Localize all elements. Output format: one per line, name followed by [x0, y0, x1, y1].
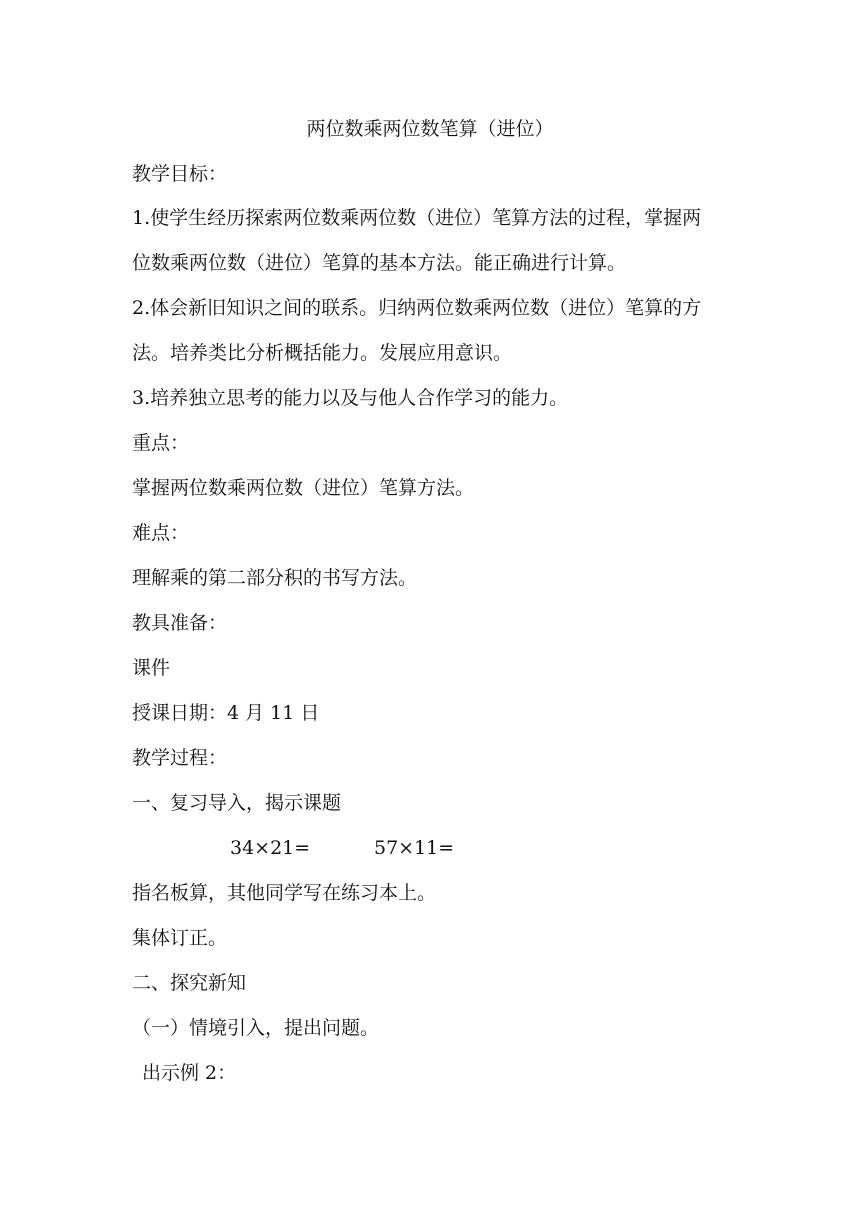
objective-2-line-2: 法。培养类比分析概括能力。发展应用意识。 [132, 342, 513, 364]
section-review: 一、复习导入，揭示课题 [132, 792, 342, 814]
materials-heading: 教具准备： [132, 612, 228, 634]
board-note: 指名板算，其他同学写在练习本上。 [132, 882, 437, 904]
objective-3: 3.培养独立思考的能力以及与他人合作学习的能力。 [132, 387, 569, 409]
objective-2-line-1: 2.体会新旧知识之间的联系。归纳两位数乘两位数（进位）笔算的方 [132, 297, 702, 319]
document-title: 两位数乘两位数笔算（进位） [306, 118, 554, 140]
objective-1-line-2: 位数乘两位数（进位）笔算的基本方法。能正确进行计算。 [132, 252, 627, 274]
subsection-intro: （一）情境引入，提出问题。 [132, 1017, 380, 1039]
correction-note: 集体订正。 [132, 927, 228, 949]
section-explore: 二、探究新知 [132, 972, 247, 994]
process-heading: 教学过程： [132, 747, 228, 769]
lesson-date: 授课日期：4 月 11 日 [132, 702, 320, 724]
difficulty: 理解乘的第二部分积的书写方法。 [132, 567, 418, 589]
key-point-heading: 重点： [132, 432, 190, 454]
materials: 课件 [132, 657, 171, 679]
exercise-2: 57×11= [374, 837, 455, 859]
example-label: 出示例 2： [142, 1062, 237, 1084]
difficulty-heading: 难点： [132, 522, 190, 544]
objectives-heading: 教学目标： [132, 163, 228, 185]
exercise-1: 34×21= [230, 837, 311, 859]
key-point: 掌握两位数乘两位数（进位）笔算方法。 [132, 477, 475, 499]
objective-1-line-1: 1.使学生经历探索两位数乘两位数（进位）笔算方法的过程，掌握两 [132, 207, 702, 229]
